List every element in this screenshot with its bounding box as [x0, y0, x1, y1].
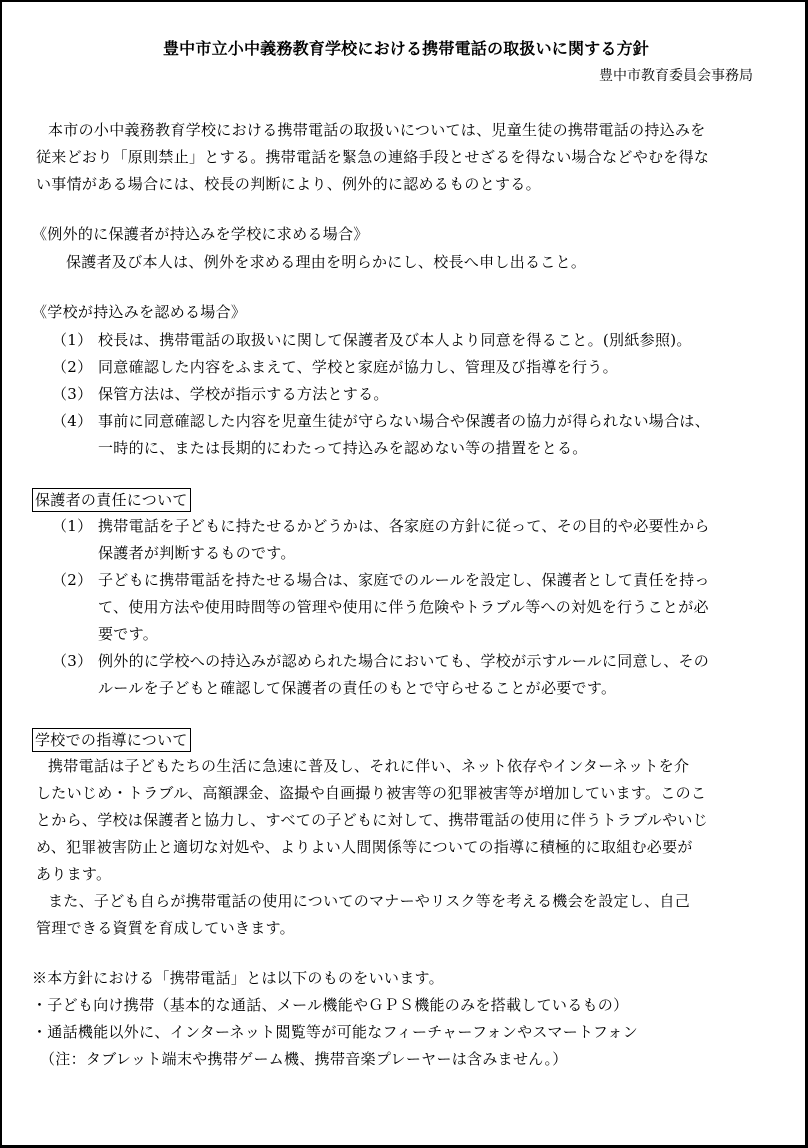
- permit-item-4-text-line-1: 事前に同意確認した内容を児童生徒が守らない場合や保護者の協力が得られない場合は、: [98, 412, 711, 430]
- responsibility-item-1-number: （1）: [52, 517, 93, 535]
- guidance-paragraph-2-line-2: 管理できる資質を育成していきます。: [36, 919, 295, 937]
- responsibility-item-1-line-1: 携帯電話を子どもに持たせるかどうかは、各家庭の方針に従って、その目的や必要性から: [98, 517, 710, 535]
- permit-item-2-number: （2）: [52, 358, 93, 376]
- responsibility-item-3-line-1: 例外的に学校への持込みが認められた場合においても、学校が示すルールに同意し、その: [98, 652, 710, 670]
- document-author: 豊中市教育委員会事務局: [599, 68, 753, 84]
- guidance-paragraph-1-line-2: したいじめ・トラブル、高額課金、盗撮や自画撮り被害等の犯罪被害等が増加しています。このこ: [36, 784, 707, 802]
- responsibility-item-2-line-2: て、使用方法や使用時間等の管理や使用に伴う危険やトラブル等への対処を行うことが必: [98, 598, 709, 616]
- permit-item-4-text-line-2: 一時的に、または長期的にわたって持込みを認めない等の措置をとる。: [98, 439, 588, 457]
- definition-note-heading: ※本方針における「携帯電話」とは以下のものをいいます。: [32, 969, 444, 987]
- definition-bullet-2: ・通話機能以外に、インターネット閲覧等が可能なフィーチャーフォンやスマートフォン: [32, 1023, 639, 1041]
- section-guardian-request-heading: 《例外的に保護者が持込みを学校に求める場合》: [32, 225, 369, 243]
- section-school-guidance-heading: 学校での指導について: [32, 728, 191, 752]
- permit-item-3-text: 保管方法は、学校が指示する方法とする。: [98, 385, 389, 403]
- permit-item-3-number: （3）: [52, 385, 93, 403]
- definition-bullet-1: ・子ども向け携帯（基本的な通話、メール機能やＧＰＳ機能のみを搭載しているもの）: [32, 996, 629, 1014]
- section-school-permits-heading: 《学校が持込みを認める場合》: [32, 303, 247, 321]
- responsibility-item-2-number: （2）: [52, 571, 93, 589]
- intro-line-1: 本市の小中義務教育学校における携帯電話の取扱いについては、児童生徒の携帯電話の持込みを: [48, 121, 706, 139]
- guidance-paragraph-2-line-1: また、子ども自らが携帯電話の使用についてのマナーやリスク等を考える機会を設定し、自己: [48, 892, 691, 910]
- permit-item-2-text: 同意確認した内容をふまえて、学校と家庭が協力し、管理及び指導を行う。: [98, 358, 618, 376]
- responsibility-item-3-number: （3）: [52, 652, 93, 670]
- section-guardian-responsibility-heading: 保護者の責任について: [32, 488, 191, 512]
- intro-line-2: 従来どおり「原則禁止」とする。携帯電話を緊急の連絡手段とせざるを得ない場合などやむを得な: [36, 148, 710, 166]
- responsibility-item-2-line-1: 子どもに携帯電話を持たせる場合は、家庭でのルールを設定し、保護者として責任を持っ: [98, 571, 710, 589]
- guidance-paragraph-1-line-5: あります。: [36, 865, 112, 883]
- responsibility-item-1-line-2: 保護者が判断するものです。: [98, 544, 296, 562]
- permit-item-1-text: 校長は、携帯電話の取扱いに関して保護者及び本人より同意を得ること。(別紙参照)。: [98, 331, 692, 349]
- guidance-paragraph-1-line-1: 携帯電話は子どもたちの生活に急速に普及し、それに伴い、ネット依存やインターネットを介: [48, 757, 690, 775]
- definition-footnote: （注：タブレット端末や携帯ゲーム機、携帯音楽プレーヤーは含みません。）: [40, 1050, 568, 1068]
- guidance-paragraph-1-line-3: とから、学校は保護者と協力し、すべての子どもに対して、携帯電話の使用に伴うトラブルやいじ: [36, 811, 709, 829]
- intro-line-3: い事情がある場合には、校長の判断により、例外的に認めるものとする。: [36, 175, 541, 193]
- responsibility-item-2-line-3: 要です。: [98, 625, 159, 643]
- section-guardian-request-body: 保護者及び本人は、例外を求める理由を明らかにし、校長へ申し出ること。: [66, 253, 587, 271]
- permit-item-1-number: （1）: [52, 331, 93, 349]
- permit-item-4-number: （4）: [52, 412, 93, 430]
- document-title: 豊中市立小中義務教育学校における携帯電話の取扱いに関する方針: [162, 39, 649, 58]
- guidance-paragraph-1-line-4: め、犯罪被害防止と適切な対処や、よりよい人間関係等についての指導に積極的に取組む必要が: [36, 838, 693, 856]
- responsibility-item-3-line-2: ルールを子どもと確認して保護者の責任のもとで守らせることが必要です。: [98, 679, 617, 697]
